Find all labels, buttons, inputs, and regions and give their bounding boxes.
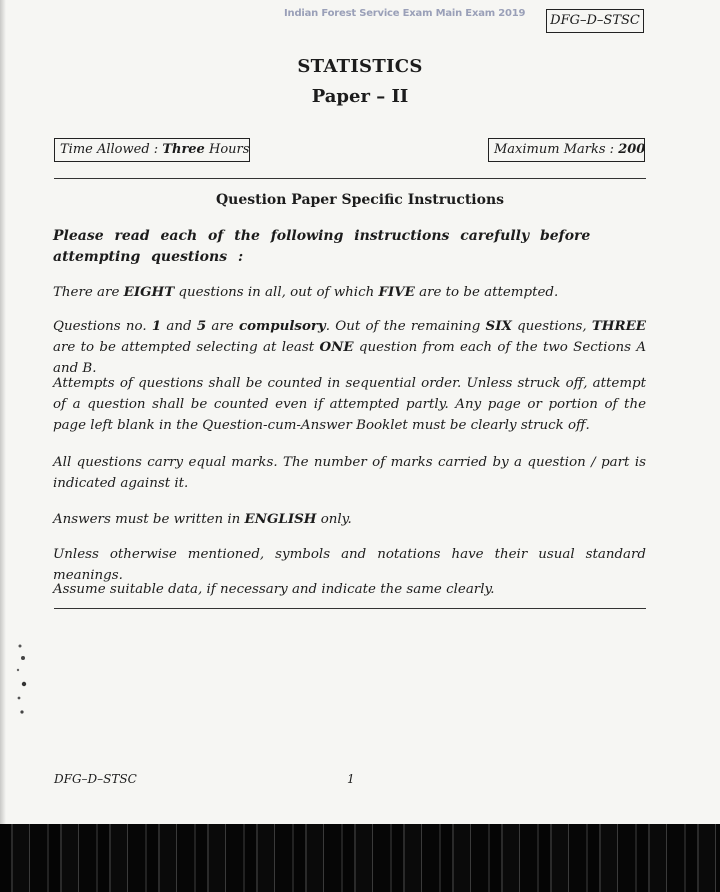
scan-specks [14,640,30,720]
text-run: Questions no. [53,319,152,334]
divider-top [54,178,646,179]
text-run: There are [53,285,124,300]
time-suffix: Hours [204,142,250,157]
footer-paper-code: DFG–D–STSC [54,772,137,786]
instruction-language [53,509,646,530]
time-value: Three [162,142,205,157]
text-run: . Out of the remaining [325,319,486,334]
marks-value: 200 [618,142,646,157]
text-run: only. [316,512,352,527]
instructions-lead: Please read each of the following instructions carefully before attempting questions : [53,228,591,265]
text-run: questions in all, out of which [174,285,379,300]
emphasis: 1 [151,318,162,334]
instruction-equal-marks: All questions carry equal marks. The number of marks carried by a question / part is indicated against it. [53,455,646,491]
emphasis: FIVE [378,284,415,300]
scan-edge [0,0,6,824]
instruction-question-count [53,282,646,303]
emphasis: SIX [485,318,512,334]
scanner-edge-band [0,824,720,892]
maximum-marks-box [488,138,645,162]
text-run: questions, [511,319,592,334]
marks-label: Maximum Marks : [494,142,619,157]
text-run: question from each of the two Sections A and B. [53,340,646,376]
subject-title: STATISTICS [297,56,423,77]
emphasis: compulsory [238,318,326,334]
text-run: are [206,319,239,334]
time-allowed-box [54,138,250,162]
text-run: are to be attempted selecting at least [53,340,320,355]
text-run: are to be attempted. [414,285,559,300]
instruction-notation: Unless otherwise mentioned, symbols and notations have their usual standard meanings. [53,547,646,583]
instructions-heading: Question Paper Specific Instructions [215,192,505,208]
emphasis: ONE [319,339,354,355]
watermark-text: Indian Forest Service Exam Main Exam 2019 [284,8,526,19]
text-run: and [161,319,197,334]
paper-code-box: DFG–D–STSC [546,9,644,33]
emphasis: 5 [196,318,207,334]
emphasis: EIGHT [123,284,175,300]
page-number: 1 [347,772,355,786]
instruction-compulsory [53,316,646,379]
instruction-attempt-order: Attempts of questions shall be counted in sequential order. Unless struck off, attempt of a question shall be counted even if attempted partly. Any page or portion of the page left blank in the Question-cum-Answer Booklet must be clearly struck off. [53,376,646,433]
divider-bottom [54,608,646,609]
emphasis: THREE [591,318,646,334]
instruction-assume-data: Assume suitable data, if necessary and indicate the same clearly. [53,582,495,597]
paper-title: Paper – II [311,86,409,107]
time-label: Time Allowed : [60,142,163,157]
emphasis: ENGLISH [244,511,317,527]
text-run: Answers must be written in [53,512,245,527]
